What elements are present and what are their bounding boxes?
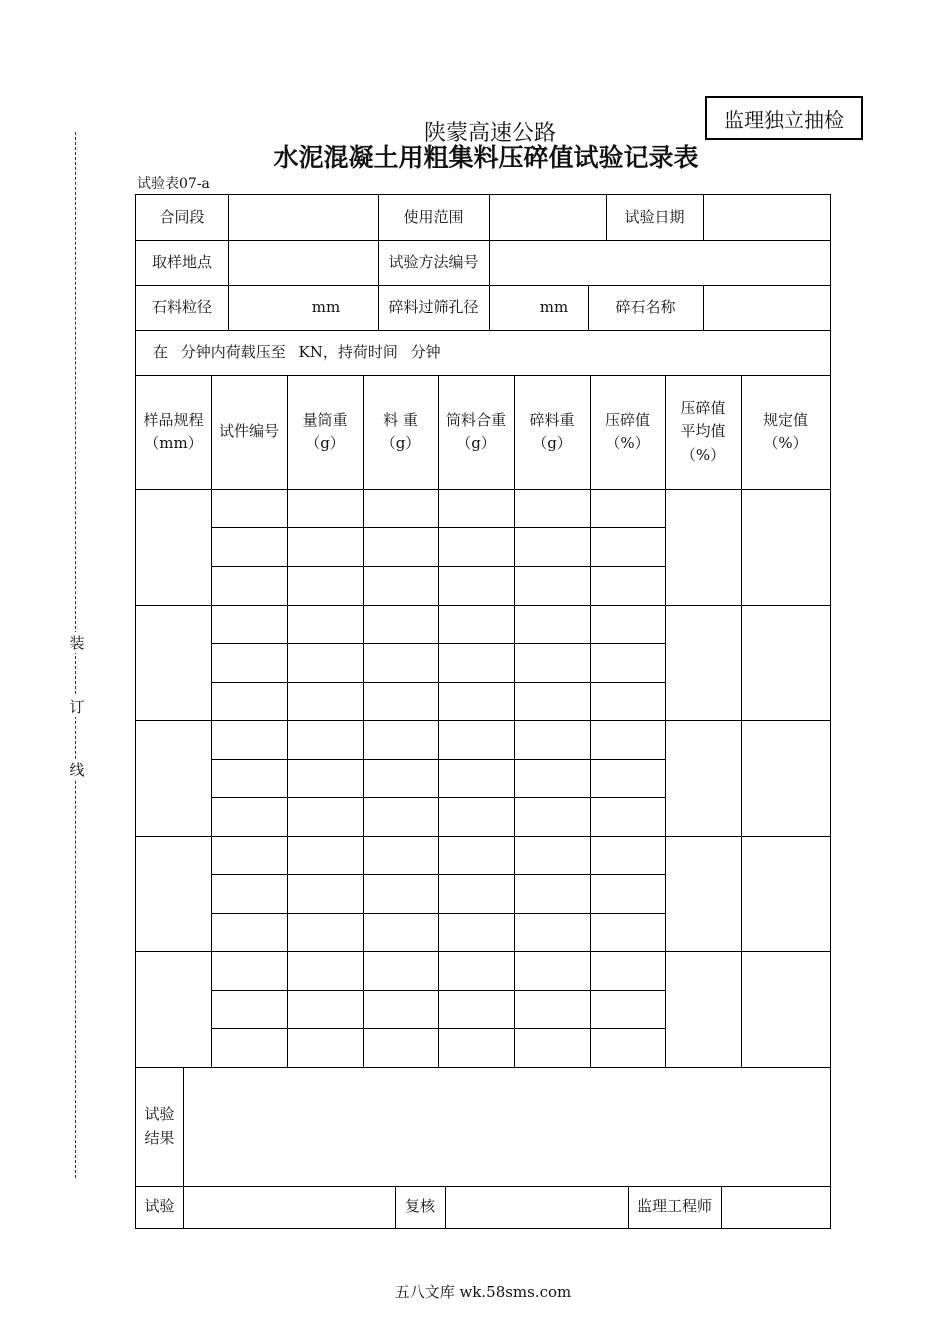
unit-mm-1: mm	[311, 297, 341, 316]
header-specimen-no: 试件编号	[218, 422, 279, 441]
binding-char-2: 订	[69, 698, 85, 716]
header-crushed-weight: 碎料重 （g）	[529, 410, 575, 452]
project-name: 陕蒙高速公路	[423, 121, 556, 146]
form-code: 试验表07-a	[137, 176, 210, 192]
header-material-weight: 料 重 （g）	[380, 410, 421, 452]
label-contract: 合同段	[159, 207, 205, 226]
header-spec-value: 规定值 （%）	[762, 410, 808, 452]
header-total-weight: 筒料合重 （g）	[445, 410, 506, 452]
binding-line	[75, 132, 76, 1178]
label-method-no: 试验方法编号	[388, 252, 479, 271]
record-table	[135, 194, 831, 1229]
stamp-independent-check: 监理独立抽检	[705, 96, 863, 140]
header-cylinder-weight: 量筒重 （g）	[302, 410, 348, 452]
load-condition-text: 在 分钟内荷载压至 KN，持荷时间 分钟	[153, 342, 441, 361]
label-stone-size: 石料粒径	[151, 297, 212, 316]
header-average-value: 压碎值 平均值 （%）	[680, 399, 726, 464]
header-crush-value: 压碎值 （%）	[604, 410, 650, 452]
label-signature-test: 试验	[144, 1197, 175, 1216]
label-stone-name: 碎石名称	[615, 297, 676, 316]
label-sample-location: 取样地点	[151, 252, 212, 271]
header-spec: 样品规程 （mm）	[143, 410, 204, 452]
label-test-result: 试验 结果	[144, 1105, 175, 1147]
footer-watermark: 五八文库 wk.58sms.com	[394, 1283, 572, 1301]
label-usage: 使用范围	[403, 207, 464, 226]
label-signature-supervisor: 监理工程师	[636, 1197, 712, 1216]
label-sieve: 碎料过筛孔径	[388, 297, 479, 316]
label-test-date: 试验日期	[624, 207, 685, 226]
binding-char-3: 线	[69, 761, 85, 779]
unit-mm-2: mm	[539, 297, 569, 316]
page-title: 水泥混凝土用粗集料压碎值试验记录表	[273, 143, 699, 172]
binding-char-1: 装	[69, 634, 85, 652]
label-signature-review: 复核	[404, 1197, 435, 1216]
